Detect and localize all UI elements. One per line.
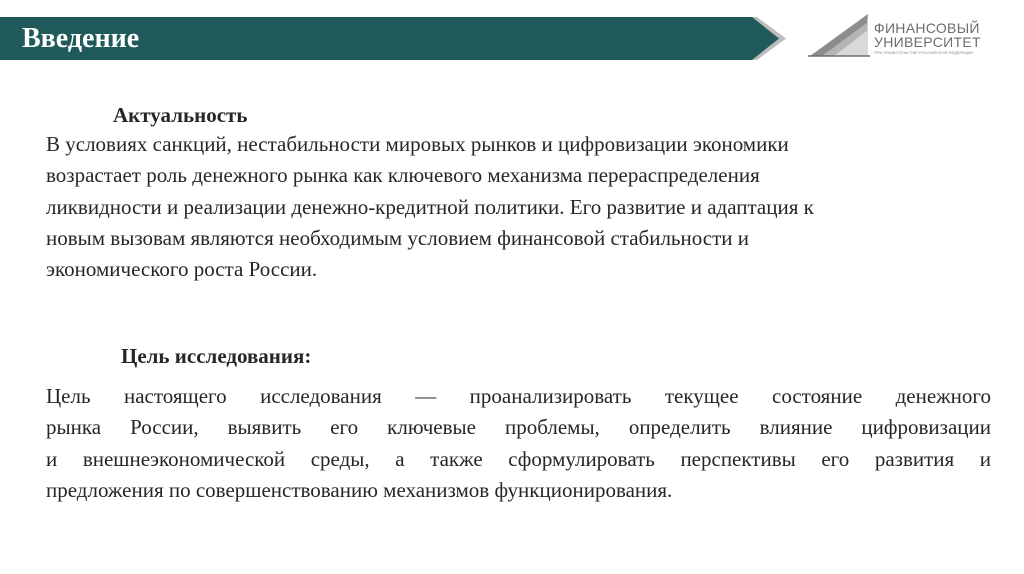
goal-line: рынка России, выявить его ключевые проблемы, определить влияние цифровизации bbox=[46, 415, 991, 440]
page-title: Введение bbox=[22, 23, 140, 54]
goal-line: предложения по совершенствованию механизмов функционирования. bbox=[46, 477, 673, 502]
relevance-line: новым вызовам являются необходимым условием финансовой стабильности и bbox=[46, 225, 749, 250]
finance-university-logo-icon bbox=[808, 12, 870, 58]
relevance-line: экономического роста России. bbox=[46, 257, 318, 282]
relevance-heading: Актуальность bbox=[113, 103, 248, 127]
header-band bbox=[0, 17, 786, 60]
logo-text-line2: УНИВЕРСИТЕТ bbox=[874, 34, 981, 50]
relevance-line: В условиях санкций, нестабильности мировых рынков и цифровизации экономики bbox=[46, 132, 789, 156]
relevance-paragraph bbox=[46, 129, 996, 285]
logo-text-line1: ФИНАНСОВЫЙ bbox=[874, 20, 980, 36]
university-logo bbox=[808, 12, 1013, 58]
logo-subtitle: ПРИ ПРАВИТЕЛЬСТВЕ РОССИЙСКОЙ ФЕДЕРАЦИИ bbox=[874, 50, 974, 55]
relevance-line: ликвидности и реализации денежно-кредитной политики. Его развитие и адаптация к bbox=[46, 194, 814, 219]
goal-heading: Цель исследования: bbox=[121, 344, 312, 368]
relevance-line: возрастает роль денежного рынка как ключевого механизма перераспределения bbox=[46, 163, 760, 188]
goal-paragraph bbox=[46, 381, 991, 506]
goal-line: и внешнеэкономической среды, а также сформулировать перспективы его развития и bbox=[46, 446, 991, 471]
goal-line: Цель настоящего исследования — проанализировать текущее состояние денежного bbox=[46, 384, 991, 408]
